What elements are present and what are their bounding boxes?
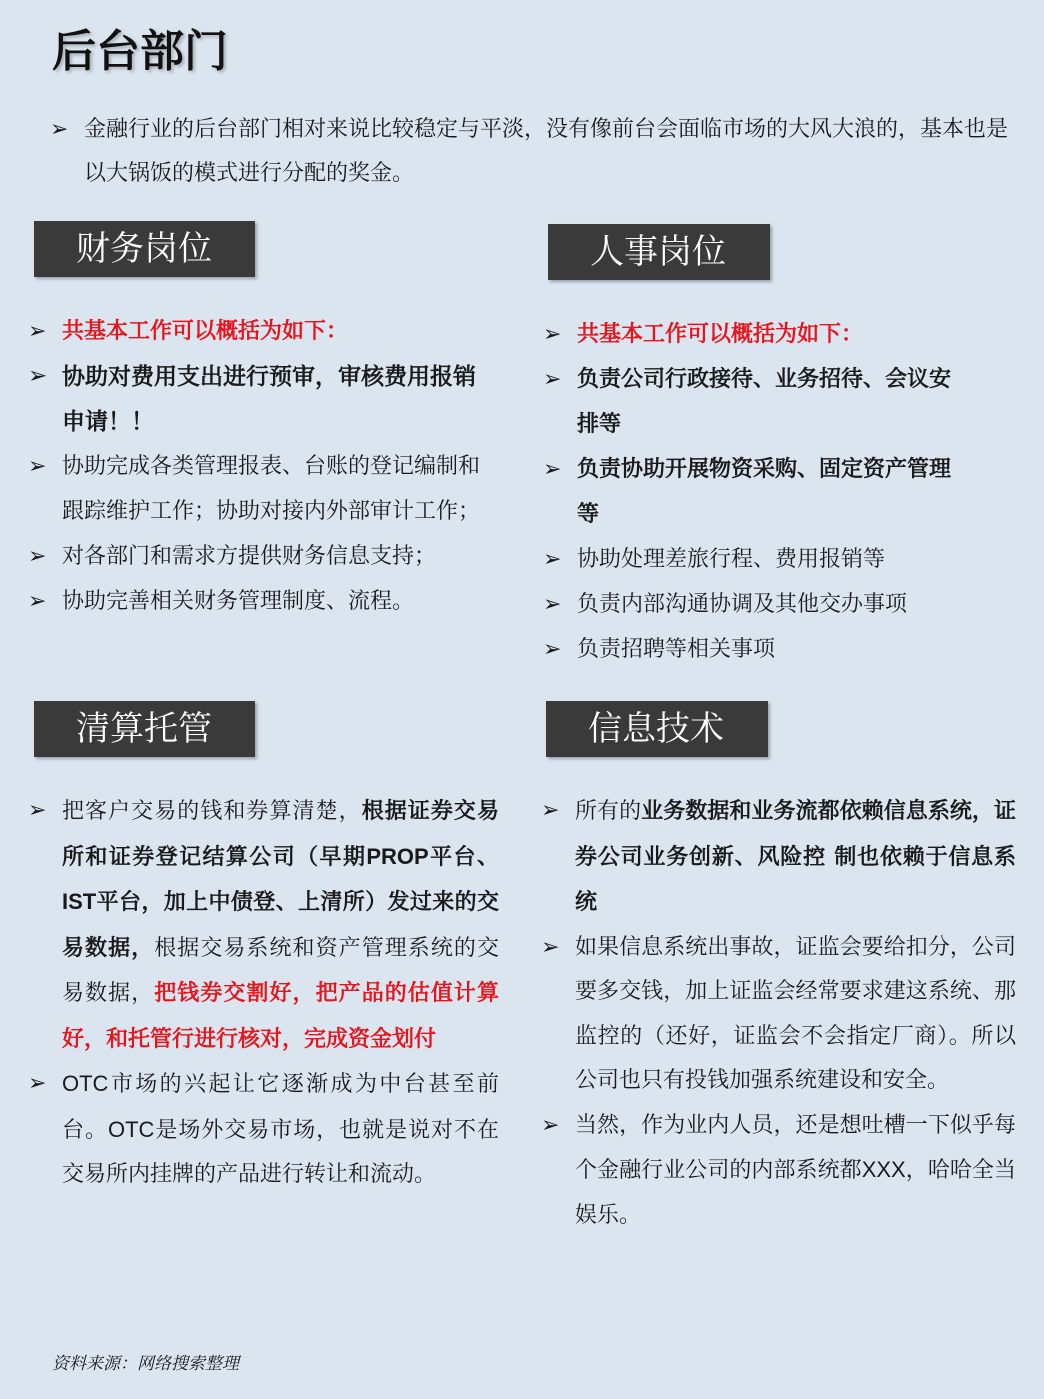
list-item: [541, 789, 1016, 926]
arrow-bullet-icon: ➢: [28, 589, 47, 614]
arrow-bullet-icon: ➢: [543, 322, 562, 347]
arrow-bullet-icon: ➢: [543, 457, 562, 482]
hr-list: [543, 312, 963, 672]
list-item: ➢ 负责协助开展物资采购、固定资产管理等: [543, 447, 963, 537]
list-item: [28, 789, 499, 1062]
clearing-text: OTC: [62, 1071, 109, 1096]
list-item: ➢ 协助完成各类管理报表、台账的登记编制和跟踪维护工作；协助对接内外部审计工作；: [28, 444, 483, 534]
list-item: ➢ 协助完善相关财务管理制度、流程。: [28, 579, 483, 624]
arrow-bullet-icon: ➢: [543, 592, 562, 617]
arrow-bullet-icon: ➢: [28, 798, 47, 823]
arrow-bullet-icon: ➢: [28, 319, 47, 344]
list-item: ➢ 对各部门和需求方提供财务信息支持；: [28, 534, 483, 579]
clearing-text: OTC: [107, 1116, 155, 1142]
it-text: ，哈哈全当娱乐。: [575, 1158, 1016, 1228]
arrow-bullet-icon: ➢: [541, 1112, 560, 1138]
it-text: XXX: [861, 1157, 906, 1182]
it-text: 所有的: [575, 799, 642, 824]
arrow-bullet-icon: ➢: [28, 1071, 47, 1096]
arrow-bullet-icon: ➢: [28, 544, 47, 569]
list-item: [28, 1062, 499, 1198]
list-item: ➢ 协助对费用支出进行预审，审核费用报销申请！！: [28, 354, 483, 444]
it-heading: 信息技术: [546, 701, 768, 757]
clearing-text-bold: 平台、: [428, 843, 499, 870]
arrow-bullet-icon: ➢: [541, 934, 560, 960]
list-item: ➢ 共基本工作可以概括为如下：: [543, 312, 963, 357]
clearing-text-red: 把钱券交割好，把产品的估值计算好，和托管行进行核对，完成资金划付: [62, 980, 499, 1052]
clearing-text-bold: IST: [62, 889, 97, 914]
clearing-text: 根据交易系统和资产管理系统的交易数据，: [62, 935, 499, 1006]
arrow-bullet-icon: ➢: [28, 454, 47, 479]
clearing-text-bold: PROP: [366, 843, 429, 869]
arrow-bullet-icon: ➢: [543, 637, 562, 662]
arrow-bullet-icon: ➢: [50, 117, 69, 142]
list-item: [541, 1104, 1016, 1239]
page-title: 后台部门: [52, 26, 228, 77]
arrow-bullet-icon: ➢: [541, 798, 560, 823]
arrow-bullet-icon: ➢: [543, 367, 562, 392]
clearing-text: 市场的兴起让它逐渐成为中台甚至前台。: [62, 1072, 499, 1143]
list-item: ➢ 共基本工作可以概括为如下：: [28, 309, 483, 354]
it-text: 当然，作为业内人员，还是想吐槽一下似乎每个金融行业公司的内部系统都: [575, 1112, 1016, 1183]
arrow-bullet-icon: ➢: [28, 363, 48, 389]
list-item: ➢ 负责内部沟通协调及其他交办事项: [543, 582, 963, 627]
list-item: ➢ 负责招聘等相关事项: [543, 627, 963, 672]
arrow-bullet-icon: ➢: [543, 547, 562, 572]
clearing-heading: 清算托管: [34, 701, 255, 757]
hr-heading: 人事岗位: [548, 224, 770, 280]
list-item: ➢ 协助处理差旅行程、费用报销等: [543, 537, 963, 582]
intro-text: 金融行业的后台部门相对来说比较稳定与平淡，没有像前台会面临市场的大风大浪的，基本也是以大锅饭的模式进行分配的奖金。: [84, 117, 1009, 186]
list-item: [541, 926, 1016, 1104]
clearing-text-bold: 平台，加上中债登、上清所）发过来的交易数据，: [62, 889, 499, 961]
finance-heading: 财务岗位: [34, 221, 255, 277]
it-list: [541, 789, 1016, 1238]
source-note: 资料来源：网络搜索整理: [52, 1354, 239, 1374]
clearing-list: [28, 789, 499, 1198]
intro-paragraph: [50, 108, 1020, 196]
it-text-bold: 业务数据和业务流都依赖信息系统，证券公司业务创新、风险控 制也依赖于信息系统: [575, 798, 1016, 915]
list-item: ➢ 负责公司行政接待、业务招待、会议安排等: [543, 357, 963, 447]
clearing-text-bold: 根据证券交易所和证券登记结算公司（早期: [62, 798, 499, 870]
clearing-text: 把客户交易的钱和券算清楚，: [62, 799, 362, 824]
clearing-text: 是场外交易市场，也就是说对不在交易所内挂牌的产品进行转让和流动。: [62, 1117, 499, 1187]
it-text: 如果信息系统出事故，证监会要给扣分，公司要多交钱，加上证监会经常要求建这系统、那监控的（还好，证监会不会指定厂商）。所以公司也只有投钱加强系统建设和安全。: [575, 934, 1016, 1093]
finance-list: [28, 309, 483, 624]
